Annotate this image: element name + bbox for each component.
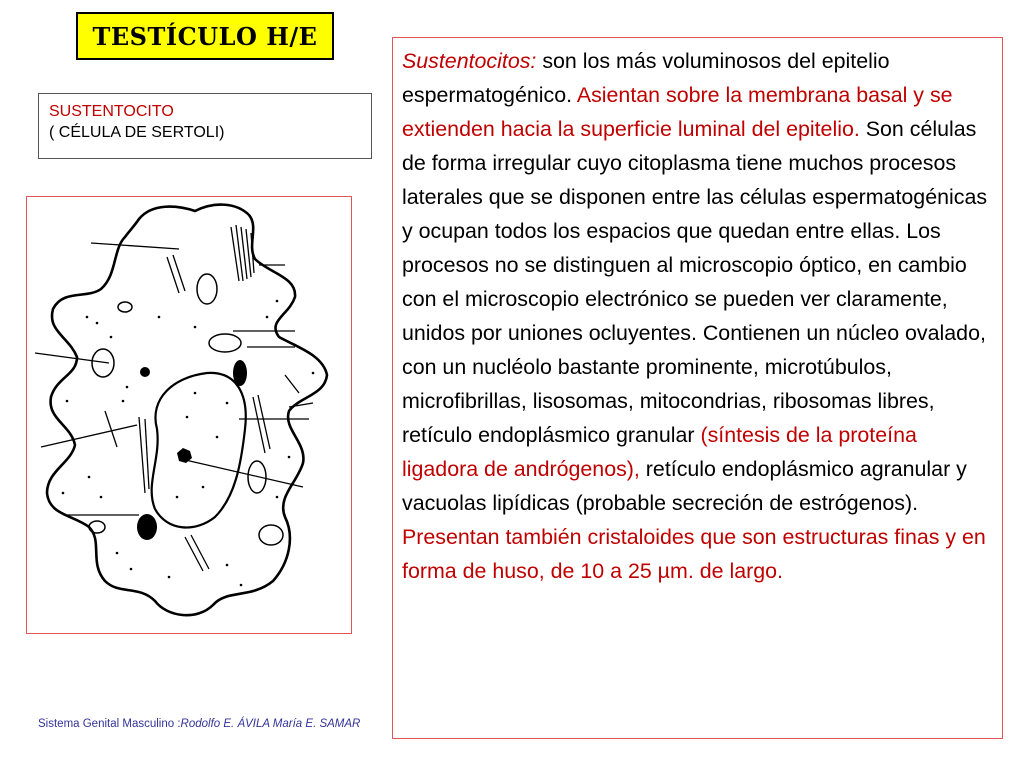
cell-label-alt-name: ( CÉLULA DE SERTOLI) — [49, 124, 225, 141]
footer-course: Sistema Genital Masculino : — [38, 718, 181, 730]
mitochondrion — [89, 521, 105, 533]
sertoli-cell-drawing — [27, 197, 353, 635]
description-highlight: Presentan también cristaloides que son estructuras finas y en forma de huso, de 10 a 25 µm. de largo. — [402, 525, 986, 583]
footer-authors: Rodolfo E. ÁVILA María E. SAMAR — [180, 718, 361, 730]
mitochondrion — [118, 302, 132, 312]
mitochondrion — [259, 525, 283, 545]
sertoli-cell-figure — [26, 196, 352, 634]
description-part: son los más voluminosos del epitelio espermatogénico. — [402, 49, 890, 107]
pointer-lines — [35, 243, 309, 515]
mitochondrion — [197, 274, 217, 304]
cell-outline — [47, 205, 327, 616]
slide-title: TESTÍCULO H/E — [76, 12, 334, 60]
mitochondrion — [92, 349, 114, 377]
description-text — [392, 37, 1003, 739]
lipid-body — [140, 367, 150, 377]
nucleus-outline — [152, 373, 246, 528]
cell-label-box — [38, 93, 372, 159]
lipid-body — [233, 360, 247, 386]
description-part: retículo endoplásmico agranular y vacuolas lipídicas (probable secreción de estrógenos). — [402, 457, 967, 515]
description-part: Son células de forma irregular cuyo citoplasma tiene muchos procesos laterales que se disponen entre las células espermatogénicas y ocupan todos los espacios que quedan entre ellas. Los procesos no se distinguen al microscopio óptico, en cambio con el microscopio electrónico se pueden ver claramente, unidos por uniones ocluyentes. Contienen un núcleo ovalado, con un nucléolo bastante prominente, microtúbulos, microfibrillas, lisosomas, mitocondrias, ribosomas libres, retículo endoplásmico granular — [402, 117, 988, 447]
lipid-body — [137, 514, 157, 540]
description-highlight: (síntesis de la proteína ligadora de andrógenos), — [402, 423, 917, 481]
description-lead: Sustentocitos: — [402, 49, 537, 73]
footer-credit — [38, 718, 360, 730]
cell-label-name: SUSTENTOCITO — [49, 103, 174, 120]
mitochondrion — [209, 334, 241, 352]
description-highlight: Asientan sobre la membrana basal y se extienden hacia la superficie luminal del epitelio. — [402, 83, 953, 141]
